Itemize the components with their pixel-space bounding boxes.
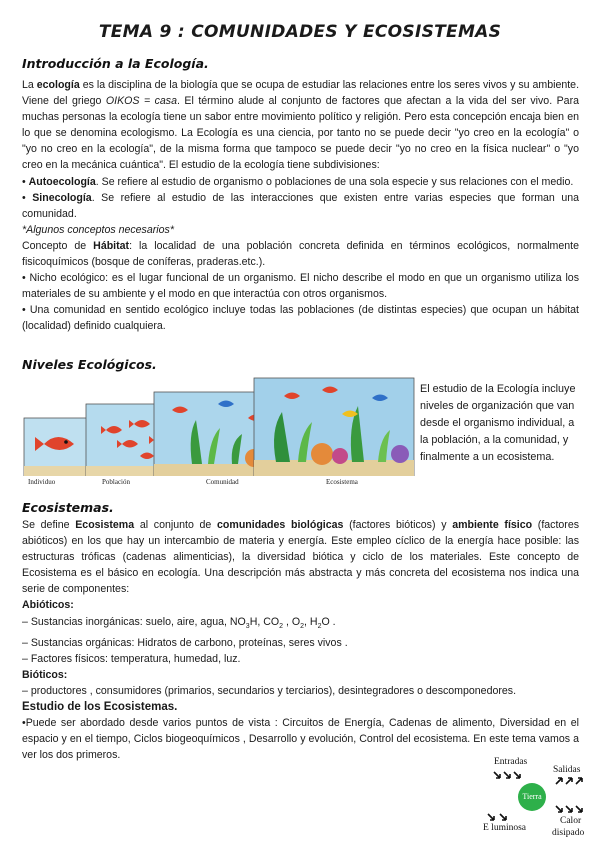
salidas-arrows <box>556 778 582 784</box>
bioticos-label: Bióticos: <box>22 668 68 681</box>
estudio-heading: Estudio de los Ecosistemas. <box>22 701 178 714</box>
ecological-levels-illustration <box>22 374 416 486</box>
label-ecosistema: Ecosistema <box>326 478 358 486</box>
estudio-text: •Puede ser abordado desde varios puntos de vista : Circuitos de Energía, Cadenas de alimento, Diversidad en el espacio y en el tiempo, Ciclos biogeoquímicos , Desarrollo y evolución, Control del ecosistema. En este tema vamos a ver los dos primeros. <box>22 717 579 762</box>
luminosa-arrows <box>488 814 506 820</box>
page-title: TEMA 9 : COMUNIDADES Y ECOSISTEMAS <box>98 22 502 42</box>
diagram-luminosa: E luminosa <box>483 823 527 833</box>
sinecologia-item: • Sinecología. Se refiere al estudio de las interacciones que existen entre varias especies que forman una comunidad. <box>22 191 580 220</box>
autoecologia-item: • Autoecología. Se refiere al estudio de organismo o poblaciones de una sola especie y sus relaciones con el medio. <box>22 175 574 188</box>
calor-arrows <box>556 806 582 812</box>
niveles-description: El estudio de la Ecología incluye niveles de organización que van desde el organismo individual, a la población, a la comunidad, y finalmente a un ecosistema. <box>420 383 576 463</box>
nicho-item: • Nicho ecológico: es el lugar funcional de un organismo. El nicho describe el modo en que un organismo utiliza los materiales de su ambiente y el modo en que interactúa con otros organismos. <box>22 272 579 301</box>
ecosistemas-heading: Ecosistemas. <box>22 500 114 515</box>
abioticos-label: Abióticos: <box>22 599 74 612</box>
intro-heading: Introducción a la Ecología. <box>22 56 209 71</box>
intro-body <box>22 77 579 335</box>
comunidad-item: • Una comunidad en sentido ecológico incluye todas las poblaciones (de distintas especies) que ocupan un hábitat (localidad) definido cualquiera. <box>22 304 579 333</box>
label-comunidad: Comunidad <box>206 478 239 486</box>
concepts-heading: *Algunos conceptos necesarios* <box>22 223 174 236</box>
habitat-item: Concepto de Hábitat: la localidad de una población concreta definida en términos ecológicos, normalmente fisicoquímicos (bosque de coníferas, praderas.etc.). <box>22 239 579 269</box>
label-poblacion: Población <box>102 478 130 486</box>
ecosistemas-body <box>22 517 579 764</box>
inorganicas-item: – Sustancias inorgánicas: suelo, aire, agua, $NO_3H$, $CO_2$ , $O_2$, $H_2O$ . <box>22 615 336 630</box>
diagram-calor: Calor <box>560 816 582 826</box>
term-oikos: OIKOS = casa <box>105 95 177 108</box>
panel-ecosistema <box>254 378 414 476</box>
organicas-item: – Sustancias orgánicas: Hidratos de carbono, proteínas, seres vivos . <box>22 636 348 649</box>
diagram-salidas: Salidas <box>553 765 581 775</box>
intro-paragraph: La ecología es la disciplina de la biología que se ocupa de estudiar las relaciones entre los seres vivos y su ambiente. Viene del griego OIKOS = casa. El término alude al conjunto de factores que afectan a la vida del ser vivo. Para muchas personas la ecología tiene un sabor entre movimiento político y religión. Pero esta concepción encaja bien en lo que se denomina ecologismo. La Ecología es una ciencia, por tanto no se puede decir "yo creo en la ecología" o "yo no creo en la ecología", de la misma forma que tampoco se puede decir "yo no creo en la física nuclear" o "yo creo en la mecánica cuántica". El estudio de la ecología tiene subdivisiones: <box>22 79 580 172</box>
diagram-entradas: Entradas <box>494 757 528 767</box>
diagram-disipado: disipado <box>552 828 585 838</box>
bioticos-item: – productores , consumidores (primarios, secundarios y terciarios), desintegradores o descomponedores. <box>22 685 517 698</box>
ecosistema-definition: Se define Ecosistema al conjunto de comunidades biológicas (factores bióticos) y ambiente físico (factores abióticos) en los que hay un intercambio de materia y energía. Este empleo cíclico de la energía hace posible: las estructuras tróficas (cadenas alimenticias), la diversidad biótica y ciclo de los materiales. Este concepto de Ecosistema es el básico en ecología. Una descripción más abstracta y más concreta del ecosistema nos indica una serie de componentes: <box>22 519 580 596</box>
label-individuo: Individuo <box>28 478 56 486</box>
fisicos-item: – Factores físicos: temperatura, humedad, luz. <box>22 652 241 665</box>
diagram-tierra: Tierra <box>522 792 542 801</box>
entradas-arrows <box>494 772 520 778</box>
term-ecologia: ecología <box>36 79 80 91</box>
niveles-heading: Niveles Ecológicos. <box>22 357 157 372</box>
